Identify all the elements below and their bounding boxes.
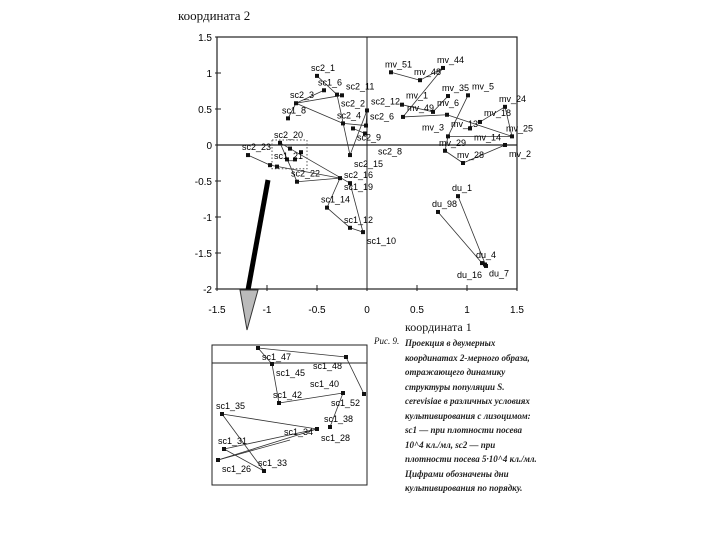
connection-line — [343, 123, 366, 125]
data-point — [351, 126, 355, 130]
inset-data-point — [344, 355, 348, 359]
data-point — [348, 153, 352, 157]
y-tick-label: -1 — [203, 213, 212, 224]
point-label: sc2_12 — [371, 96, 401, 107]
data-point — [484, 264, 488, 268]
point-label: sc2_11 — [346, 81, 375, 92]
point-label: mv_6 — [437, 97, 460, 108]
inset-point-label: sc1_34 — [284, 427, 314, 437]
point-label: sc2_3 — [290, 90, 315, 101]
inset-data-point — [341, 391, 345, 395]
data-point — [278, 141, 282, 145]
x-tick-label: 0.5 — [410, 305, 424, 316]
y-tick-label: 0.5 — [198, 105, 212, 116]
x-tick-label: 0 — [364, 305, 370, 316]
data-point — [443, 149, 447, 153]
point-label: mv_28 — [457, 150, 485, 160]
inset-data-point — [315, 427, 319, 431]
inset-point-label: sc1_52 — [330, 398, 360, 408]
data-point — [445, 113, 449, 117]
point-label: mv_14 — [474, 132, 502, 143]
inset-point-label: sc1_33 — [258, 458, 288, 468]
point-label: sc1_6 — [318, 77, 343, 88]
y-tick-label: -2 — [203, 285, 212, 296]
data-point — [389, 70, 393, 74]
y-tick-label: 1 — [206, 69, 212, 80]
point-label: du_98 — [432, 198, 458, 209]
point-label: sc1_10 — [367, 236, 397, 247]
data-point — [322, 88, 326, 92]
inset-point-label: sc1_38 — [324, 414, 354, 424]
inset-data-point — [270, 362, 274, 366]
figure-label: Рис. 9. — [374, 336, 400, 346]
data-point — [503, 143, 507, 147]
point-label: sc2_15 — [354, 159, 384, 170]
point-label: sc2_9 — [357, 132, 382, 143]
data-point — [341, 121, 345, 125]
point-label: sc2_23 — [242, 142, 272, 153]
inset-point-label: sc1_42 — [273, 390, 303, 400]
inset-data-point — [362, 392, 366, 396]
point-label: sc2_4 — [337, 110, 362, 121]
data-point — [348, 226, 352, 230]
inset-data-point — [277, 401, 281, 405]
data-point — [400, 103, 404, 107]
data-point — [510, 134, 514, 138]
y-tick-label: 1.5 — [198, 33, 212, 44]
data-point — [275, 165, 279, 169]
data-point — [478, 120, 482, 124]
inset-data-point — [216, 458, 220, 462]
figure-caption: Проекция в двумерных координатах 2-мерного образа, отражающего динамику структуры популяции S. cerevisiae в различных условиях культивирования с лизоцимом: sc1 — при плотности посева 10^4 кл./мл, sc2 — при плотности посева 5·10^4 кл./мл. Цифрами обозначены дни культивирования по порядку. — [405, 338, 537, 493]
point-label: sc1_14 — [321, 194, 351, 205]
point-label: mv_25 — [506, 123, 534, 134]
data-point — [466, 93, 470, 97]
inset-data-point — [222, 447, 226, 451]
data-point — [365, 108, 369, 112]
point-label: sc2_2 — [341, 98, 366, 109]
data-point — [456, 194, 460, 198]
point-label: mv_1 — [406, 90, 429, 101]
point-label: mv_49 — [407, 102, 435, 113]
y-tick-label: -1.5 — [194, 249, 212, 260]
point-label: mv_44 — [437, 54, 465, 65]
inset-data-point — [262, 469, 266, 473]
point-label: sc2_20 — [274, 129, 304, 140]
data-point — [246, 153, 250, 157]
data-point — [340, 93, 344, 97]
point-label: mv_18 — [484, 107, 512, 118]
point-label: mv_3 — [421, 122, 444, 133]
x-axis-label: координата 1 — [405, 320, 472, 334]
connection-line — [403, 115, 447, 117]
data-point — [441, 66, 445, 70]
inset-data-point — [256, 346, 260, 350]
inset-point-label: sc1_40 — [309, 379, 339, 389]
x-tick-label: -0.5 — [308, 305, 326, 316]
point-label: sc2_1 — [311, 62, 336, 73]
point-label: sc1_8 — [282, 105, 307, 116]
point-label: sc1_21 — [274, 151, 304, 162]
point-label: du_7 — [489, 268, 510, 279]
point-label: mv_29 — [439, 137, 467, 148]
y-tick-label: -0.5 — [194, 177, 212, 188]
point-label: mv_48 — [414, 67, 442, 78]
data-point — [418, 78, 422, 82]
inset-point-label: sc1_45 — [276, 368, 306, 378]
inset-point-label: sc1_48 — [312, 361, 342, 371]
point-label: sc2_8 — [378, 146, 403, 157]
point-label: mv_51 — [385, 59, 413, 70]
data-point — [295, 180, 299, 184]
data-point — [268, 163, 272, 167]
inset-data-point — [328, 425, 332, 429]
data-point — [361, 230, 365, 234]
inset-point-label: sc1_31 — [218, 436, 248, 446]
data-point — [436, 210, 440, 214]
x-tick-label: 1 — [464, 305, 470, 316]
data-point — [325, 206, 329, 210]
inset-point-label: sc1_28 — [321, 433, 351, 443]
point-label: sc2_22 — [291, 168, 321, 179]
inset-point-label: sc1_47 — [262, 352, 292, 362]
point-label: du_4 — [476, 250, 497, 261]
data-point — [335, 93, 339, 97]
point-label: mv_13 — [451, 118, 479, 129]
point-label: mv_5 — [472, 81, 495, 92]
connection-line — [248, 155, 270, 165]
point-label: sc2_6 — [370, 111, 395, 122]
x-tick-label: -1.5 — [208, 305, 226, 316]
data-point — [286, 116, 290, 120]
inset-data-point — [220, 412, 224, 416]
data-point — [401, 115, 405, 119]
x-tick-label: -1 — [262, 305, 272, 316]
point-label: mv_2 — [509, 149, 532, 159]
y-tick-label: 0 — [206, 141, 212, 152]
point-label: du_1 — [452, 183, 473, 194]
point-label: sc2_16 — [344, 170, 374, 181]
point-label: du_16 — [456, 269, 482, 280]
data-point — [364, 124, 368, 128]
point-label: mv_24 — [499, 93, 527, 104]
point-label: mv_35 — [442, 83, 470, 94]
arrow-shaft — [248, 180, 268, 290]
data-point — [461, 161, 465, 165]
data-point — [338, 176, 342, 180]
point-label: sc1_19 — [344, 182, 374, 193]
inset-point-label: sc1_26 — [222, 464, 252, 474]
data-point — [288, 147, 292, 151]
x-tick-label: 1.5 — [510, 305, 524, 316]
inset-point-label: sc1_35 — [216, 401, 246, 411]
point-label: sc1_12 — [344, 214, 374, 225]
y-axis-label: координата 2 — [178, 8, 251, 23]
arrow-head — [240, 290, 258, 330]
